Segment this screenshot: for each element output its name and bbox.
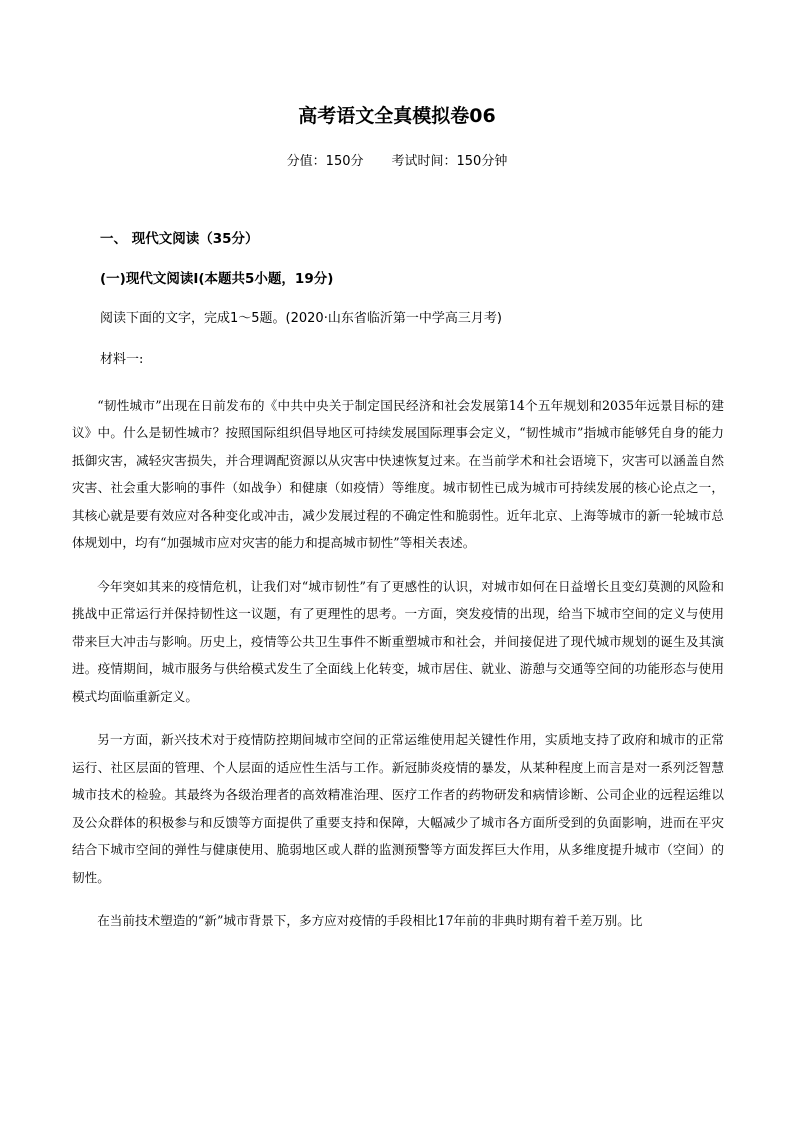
passage-paragraph: “韧性城市”出现在日前发布的《中共中央关于制定国民经济和社会发展第14个五年规划和2035年远景目标的建议》中。什么是韧性城市？按照国际组织倡导地区可持续发展国际理事会定义，“韧性城市”指城市能够凭自身的能力抵御灾害，减轻灾害损失，并合理调配资源以从灾害中快速恢复过来。在当前学术和社会语境下，灾害可以涵盖自然灾害、社会重大影响的事件（如战争）和健康（如疫情）等维度。城市韧性已成为城市可持续发展的核心论点之一，其核心就是要有效应对各种变化或冲击，减少发展过程的不确定性和脆弱性。近年北京、上海等城市的新一轮城市总体规划中，均有“加强城市应对灾害的能力和提高城市韧性”等相关表述。 [72, 398, 724, 551]
time-info: 考试时间：150分钟 [391, 154, 508, 169]
document-title: 高考语文全真模拟卷06 [298, 105, 496, 127]
reading-passage [72, 392, 724, 951]
section-heading: 一、 现代文阅读（35分） [100, 231, 259, 247]
passage-paragraph: 另一方面，新兴技术对于疫情防控期间城市空间的正常运维使用起关键性作用，实质地支持了政府和城市的正常运行、社区层面的管理、个人层面的适应性生活与工作。新冠肺炎疫情的暴发，从某种程度上而言是对一系列泛智慧城市技术的检验。其最终为各级治理者的高效精准治理、医疗工作者的药物研发和病情诊断、公司企业的远程运维以及公众群体的积极参与和反馈等方面提供了重要支持和保障，大幅减少了城市各方面所受到的负面影响，进而在平灾结合下城市空间的弹性与健康使用、脆弱地区或人群的监测预警等方面发挥巨大作用，从多维度提升城市（空间）的韧性。 [72, 732, 724, 885]
passage-paragraph: 在当前技术塑造的“新”城市背景下，多方应对疫情的手段相比17年前的非典时期有着千差万别。比 [97, 913, 643, 929]
passage-paragraph: 今年突如其来的疫情危机，让我们对“城市韧性”有了更感性的认识，对城市如何在日益增长且变幻莫测的风险和挑战中正常运行并保持韧性这一议题，有了更理性的思考。一方面，突发疫情的出现，给当下城市空间的定义与使用带来巨大冲击与影响。历史上，疫情等公共卫生事件不断重塑城市和社会，并间接促进了现代城市规划的诞生及其演进。疫情期间，城市服务与供给模式发生了全面线上化转变，城市居住、就业、游憩与交通等空间的功能形态与使用模式均面临重新定义。 [72, 578, 724, 704]
score-info: 分值：150分 [286, 154, 364, 169]
exam-info [0, 151, 794, 173]
subsection-heading: (一)现代文阅读Ⅰ(本题共5小题，19分) [100, 271, 334, 287]
material-label: 材料一: [100, 352, 144, 367]
reading-instruction: 阅读下面的文字，完成1～5题。(2020·山东省临沂第一中学高三月考) [100, 311, 502, 326]
